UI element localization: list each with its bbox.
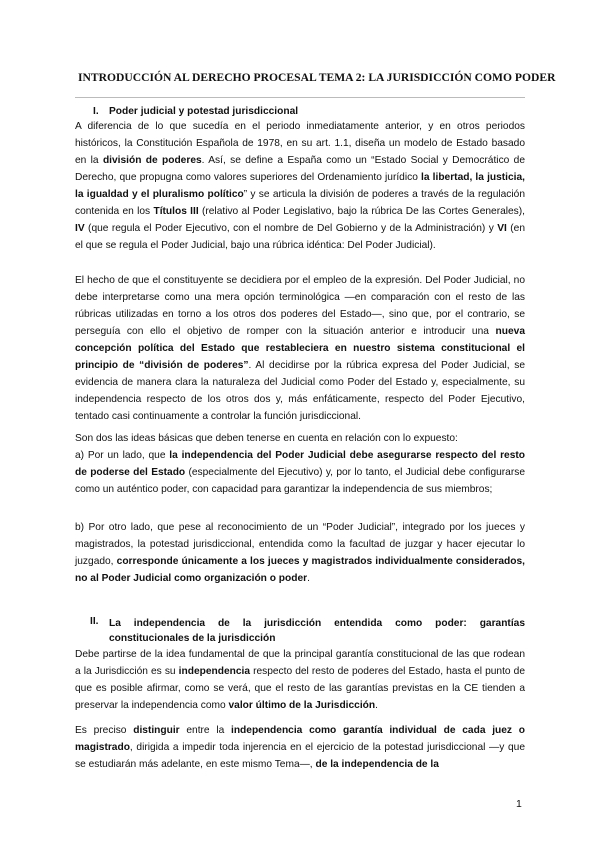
page-number: 1 [516, 798, 522, 810]
document-title: INTRODUCCIÓN AL DERECHO PROCESAL TEMA 2: LA JURISDICCIÓN COMO PODER [78, 71, 556, 84]
section-1-paragraph-4: b) Por otro lado, que pese al reconocimiento de un “Poder Judicial”, integrado por los jueces y magistrados, la potestad jurisdiccional, entendida como la facultad de juzgar y hacer ejecutar lo juzgado, corresponde únicamente a los jueces y magistrados individualmente considerados, no al Poder Judicial como organización o poder. [75, 522, 525, 584]
section-2-number: II. [90, 616, 99, 627]
section-2-paragraph-1: Debe partirse de la idea fundamental de que la principal garantía constitucional de las que rodean a la Jurisdicción es su independencia respecto del resto de poderes del Estado, hasta el punto de que es posible afirmar, como se verá, que el resto de las garantías previstas en la CE tienden a preservar la independencia como valor último de la Jurisdicción. [75, 649, 525, 711]
section-2-paragraph-2: Es preciso distinguir entre la independencia como garantía individual de cada juez o magistrado, dirigida a impedir toda injerencia en el ejercicio de la potestad jurisdiccional —y que se estudiarán más adelante, en este mismo Tema—, de la independencia de la [75, 725, 525, 770]
section-2-heading [75, 616, 525, 650]
section-2-title: La independencia de la jurisdicción entendida como poder: garantías constitucionales de la jurisdicción [109, 618, 525, 644]
section-1-paragraph-2: El hecho de que el constituyente se decidiera por el empleo de la expresión. Del Poder Judicial, no debe interpretarse como una mera opción terminológica —en comparación con el resto de las rúbricas utilizadas en torno a los otros dos poderes del Estado—, sino que, por el contrario, se perseguía con ello el objetivo de romper con la situación anterior e introducir una nueva concepción política del Estado que restableciera en nuestro sistema constitucional el principio de “división de poderes”. Al decidirse por la rúbrica expresa del Poder Judicial, se evidencia de manera clara la naturaleza del Judicial como Poder del Estado y, especialmente, su independencia respecto de los otros dos y, más enfáticamente, respecto del Poder Ejecutivo, tentado casi continuamente a controlar la función jurisdiccional. [75, 275, 525, 422]
section-1-paragraph-1: A diferencia de lo que sucedía en el periodo inmediatamente anterior, y en otros periodos históricos, la Constitución Española de 1978, en su art. 1.1, diseña un modelo de Estado basado en la división de poderes. Así, se define a España como un “Estado Social y Democrático de Derecho, que propugna como valores superiores del Ordenamiento jurídico la libertad, la justicia, la igualdad y el pluralismo político” y se articula la división de poderes a través de la regulación contenida en los Títulos III (relativo al Poder Legislativo, bajo la rúbrica De las Cortes Generales), IV (que regula el Poder Ejecutivo, con el nombre de Del Gobierno y de la Administración) y VI (en el que se regula el Poder Judicial, bajo una rúbrica idéntica: Del Poder Judicial). [75, 121, 526, 251]
title-divider [75, 97, 525, 98]
section-1-title: Poder judicial y potestad jurisdiccional [109, 106, 299, 117]
section-1-number: I. [93, 106, 99, 117]
section-1-paragraph-3: Son dos las ideas básicas que deben tenerse en cuenta en relación con lo expuesto: a) Por un lado, que la independencia del Poder Judicial debe asegurarse respecto del resto de poderse del Estado (especialmente del Ejecutivo) y, por lo tanto, el Judicial debe configurarse como un auténtico poder, con capacidad para garantizar la independencia de sus miembros; [75, 433, 526, 495]
